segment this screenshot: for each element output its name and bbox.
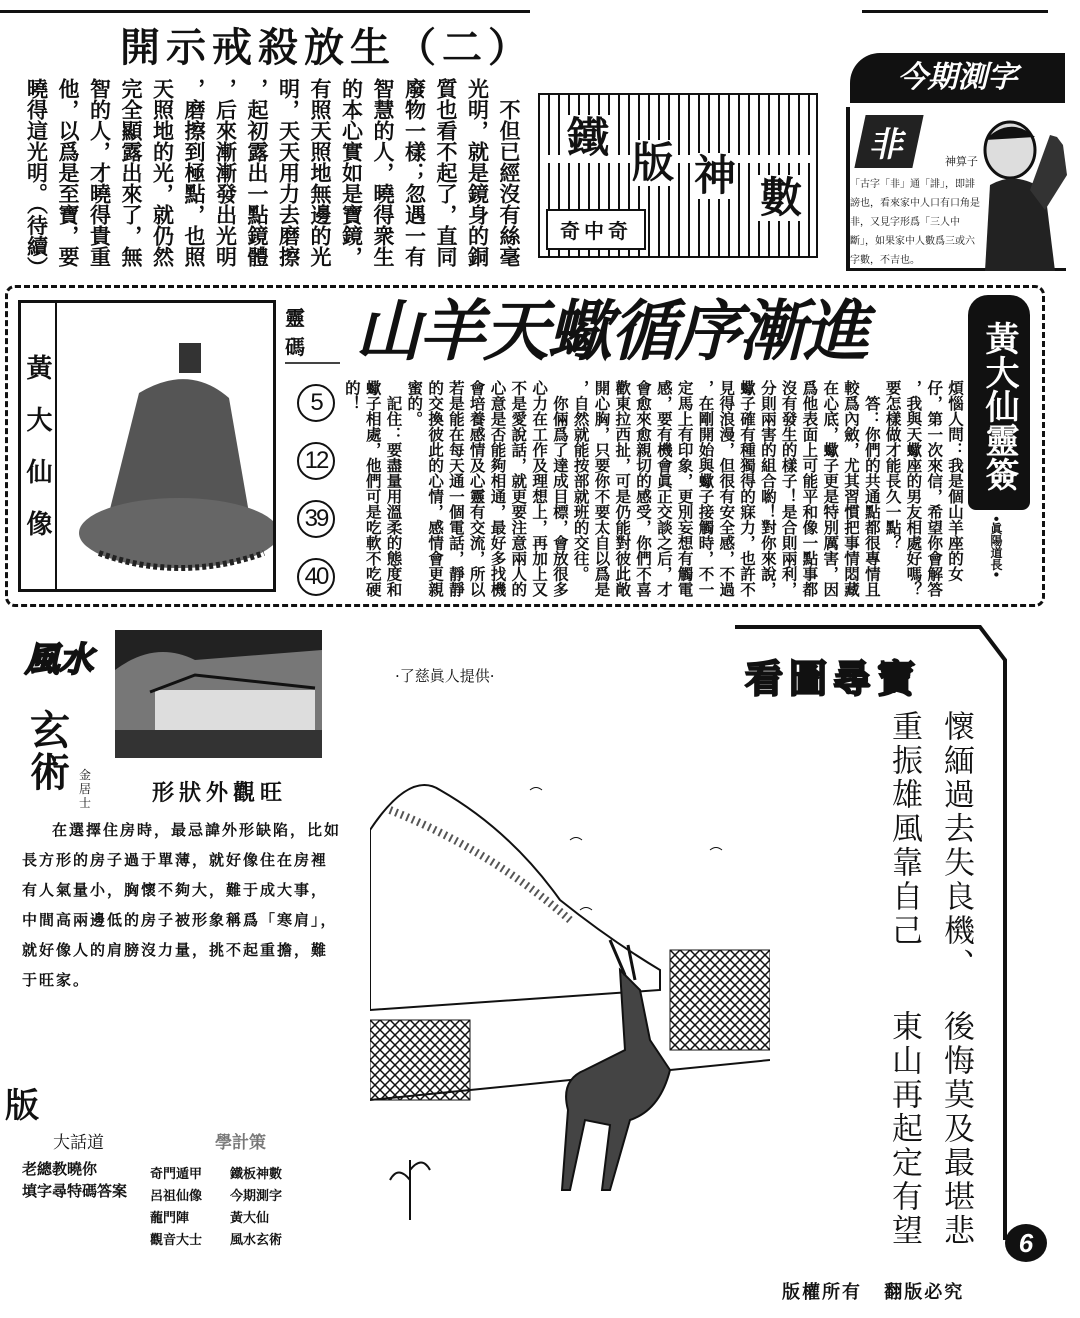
text-column: ，后來漸漸發出光明 <box>213 78 239 267</box>
poem-line: 後悔莫及最堪悲 <box>938 1010 974 1248</box>
text-column: 智慧的人，曉得衆生 <box>371 78 396 267</box>
text-column: 心意是否能夠相通，最好多找機 <box>488 380 508 597</box>
fengshui-body <box>22 815 342 995</box>
text-column: 心力在工作及理想上，再加上又 <box>530 380 550 597</box>
top-rule-right <box>862 10 1048 13</box>
cezi-author: 神算子 <box>945 155 978 168</box>
promo-line: 填字尋特碼答案 <box>22 1182 128 1200</box>
text-column: 有照天照地無邊的光 <box>308 78 333 267</box>
text-column: 光明，就是鏡身的銅 <box>465 78 491 267</box>
huangdaxian-statue-image <box>18 300 276 592</box>
fengshui-title: 形狀外觀旺 <box>152 780 288 806</box>
promo-line: 老總教曉你 <box>22 1160 98 1178</box>
poem-line: 東山再起定有望 <box>886 1010 922 1248</box>
index-item: 鐵板神數 <box>230 1167 283 1182</box>
horoscope-headline: 山羊天蠍循序漸進 <box>355 292 867 370</box>
text-column: 你倆爲了達成目標，會放很多 <box>550 380 570 597</box>
cezi-character: 非 <box>854 115 923 168</box>
tieban-char: 數 <box>760 173 803 222</box>
house-photo <box>115 630 322 758</box>
top-rule-left <box>0 10 530 13</box>
text-column: 廢物一樣；忽遇一有 <box>402 78 428 267</box>
text-column: 要怎樣做才能長久一點？ <box>883 380 903 551</box>
qizhongqi-tag: 奇中奇 <box>546 209 646 250</box>
text-column: 答：你們的共通點都很專情且 <box>862 380 882 597</box>
article-title: 開示戒殺放生（二） <box>120 24 534 71</box>
fengshui-logo <box>15 632 110 810</box>
index-item: 黃大仙 <box>230 1211 270 1226</box>
poem-line: 懷緬過去失良機、 <box>938 710 974 982</box>
text-column: 蜜的。 <box>405 380 425 427</box>
lucky-number: 12 <box>297 442 335 480</box>
text-column: 的交換彼此的心情，感情會更親 <box>426 380 446 597</box>
treasure-poem <box>880 710 980 1250</box>
text-column: 完全顯露出來了，無 <box>119 78 144 267</box>
horoscope-body <box>340 380 965 602</box>
logo-bottom: 玄術 <box>30 707 70 796</box>
copyright-notice: 版權所有 翻版必究 <box>782 1282 965 1303</box>
cezi-banner: 今期測字 <box>850 53 1065 103</box>
text-column: 明，天天用力去磨擦 <box>276 78 302 267</box>
text-column: 天照地的光，就仍然 <box>150 78 176 267</box>
text-column: ，起初露出一點鏡體 <box>245 78 270 267</box>
lingma-numbers <box>285 302 340 596</box>
column-index <box>150 1163 300 1248</box>
statue-label: 黃大仙像 <box>21 303 57 589</box>
cezi-text: 「古字「非」通「誹」，即誹謗也，看來家中人口有口角是非，又見字形爲「三人中斷」，如果家中人數爲三或六字數，不吉也。 <box>850 179 980 266</box>
horoscope-author: •眞陽道長• <box>989 515 1003 579</box>
text-column: 定馬上有印象，更別妄想有觸電 <box>675 380 695 597</box>
text-column: 會愈來愈親切的感受，你們不喜 <box>634 380 654 597</box>
fengshui-author: 金居士 <box>79 768 92 810</box>
text-column: 感，要有機會眞正交談之后，才 <box>654 380 674 597</box>
ban-title: 版 <box>5 1086 39 1126</box>
text-column: 在心底，蠍子更是特別厲害，因 <box>821 380 841 597</box>
section-label-badge: 黃大仙靈簽 <box>968 295 1030 510</box>
lucky-number: 39 <box>297 500 335 538</box>
lingma-label: 靈碼 <box>285 302 340 364</box>
text-column: 爲他表面上可能平和像一點事都 <box>800 380 820 597</box>
text-column: 智的人，才曉得貴重 <box>87 78 113 267</box>
text-column: 較爲內斂，尤其習慣把事情悶藏 <box>842 380 862 597</box>
text-column: 曉得這光明。（待續） <box>24 78 50 278</box>
tieban-char: 版 <box>632 138 675 187</box>
text-column: ，磨擦到極點，也照 <box>182 78 207 267</box>
text-column: 若是能在每天通一個電話，靜靜 <box>446 380 466 597</box>
text-column: 不是愛說話，就更要注意兩人的 <box>509 380 529 597</box>
treasure-title: 看圖尋寶 <box>745 656 922 701</box>
tieban-char: 神 <box>694 151 737 200</box>
text-column: 見得浪漫，但很有安全感，不過 <box>717 380 737 597</box>
poem-line: 重振雄風靠自己 <box>886 710 922 948</box>
ban-section <box>5 1078 266 1153</box>
cezi-box <box>840 45 1072 273</box>
text-column: 的！ <box>342 380 362 411</box>
index-item: 奇門遁甲 <box>150 1167 203 1182</box>
text-column: 蠍子確有種獨得的寐力，也許不 <box>738 380 758 597</box>
tieban-shenshu-box <box>538 93 818 258</box>
text-column: ，在剛開始與蠍子接觸時，不一 <box>696 380 716 597</box>
index-item: 蘢門陣 <box>150 1211 190 1226</box>
page-number-badge: 6 <box>1005 1224 1047 1262</box>
text-column: 開心胸，只要你不要太自以爲是 <box>592 380 612 597</box>
text-column: 記住：要盡量用溫柔的態度和 <box>384 380 404 597</box>
fortune-teller-photo <box>975 115 1070 271</box>
ban-subtitle: 學計策 <box>215 1133 266 1153</box>
text-column: 仔，第一次來信，希望你會解答 <box>925 380 945 597</box>
ban-subtitle: 大話道 <box>53 1133 104 1153</box>
index-item: 今期測字 <box>230 1189 283 1204</box>
text-column: 分則兩害的組合喲！對你來說， <box>758 380 778 597</box>
text-column: ，自然就能按部就班的交往。 <box>571 380 591 582</box>
tieban-char: 鐵 <box>567 113 610 162</box>
text-column: 沒有發生的樣子！是合則兩利， <box>779 380 799 597</box>
lucky-number: 40 <box>297 558 335 596</box>
logo-top: 風水 <box>25 640 93 680</box>
text-column: 的本心實如是寶鏡， <box>339 78 365 267</box>
goat-landscape-illustration <box>370 750 770 1250</box>
treasure-caption: ·了慈眞人提供· <box>395 667 495 685</box>
index-item: 呂祖仙像 <box>150 1189 203 1204</box>
text-column: 不但已經沒有絲毫 <box>497 78 522 267</box>
text-column: 蠍子相處，他們可是吃軟不吃硬 <box>363 380 383 597</box>
lucky-number: 5 <box>297 384 335 422</box>
text-column: 質也看不起了，直同 <box>434 78 459 267</box>
text-column: 他，以爲是至寶，要 <box>56 78 81 267</box>
index-item: 觀音大士 <box>150 1233 203 1248</box>
text-column: 會培養感情及心靈有交流，所以 <box>467 380 487 597</box>
article-body <box>20 78 525 288</box>
index-item: 風水玄術 <box>230 1233 283 1248</box>
statue-illustration <box>59 303 273 589</box>
text-column: 煩惱人問：我是個山羊座的女 <box>946 380 965 582</box>
text-column: 歡東拉西扯，可是仍能對彼此敞 <box>613 380 633 597</box>
fengshui-paragraph: 在選擇住房時，最忌諱外形缺陷，比如長方形的房子過于單薄，就好像住在房裡有人氣量小，胸懷不夠大，難于成大事，中間高兩邊低的房子被形象稱爲「寒肩」，就好像人的肩膀沒力量，挑不起重擔，難于旺家。 <box>22 821 342 989</box>
text-column: ，我與天蠍座的男友相處好嗎？ <box>904 380 924 597</box>
promo-text <box>22 1158 127 1202</box>
